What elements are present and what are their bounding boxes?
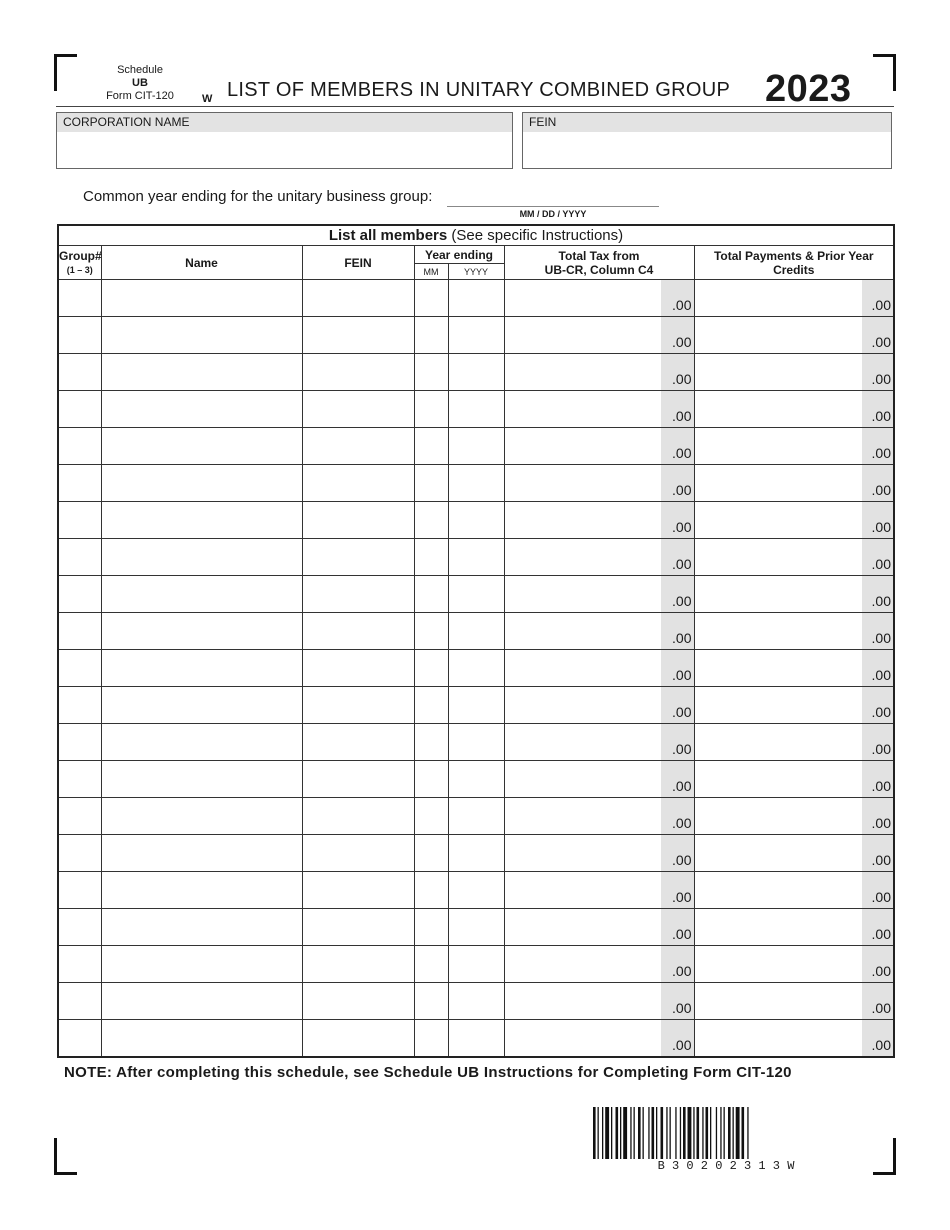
total-tax-cell[interactable]	[504, 539, 694, 576]
col-header-name: Name	[101, 246, 302, 280]
member-rows	[58, 280, 894, 1058]
total-tax-cell[interactable]	[504, 317, 694, 354]
members-table	[57, 224, 895, 1058]
cents-suffix: .00	[871, 889, 891, 905]
cents-suffix: .00	[871, 593, 891, 609]
table-row	[58, 391, 894, 428]
yyyy-cell[interactable]	[448, 1020, 504, 1058]
total-tax-cell[interactable]	[504, 909, 694, 946]
cents-suffix: .00	[871, 667, 891, 683]
total-tax-cell[interactable]	[504, 354, 694, 391]
table-row	[58, 872, 894, 909]
mm-cell[interactable]	[414, 798, 448, 835]
fein-cell[interactable]	[302, 428, 414, 465]
cents-suffix: .00	[672, 445, 692, 461]
group-cell[interactable]	[58, 872, 101, 909]
cents-suffix: .00	[672, 334, 692, 350]
yyyy-cell[interactable]	[448, 465, 504, 502]
mm-cell[interactable]	[414, 983, 448, 1020]
barcode-bar	[702, 1107, 703, 1159]
fein-cell[interactable]	[302, 835, 414, 872]
fein-field[interactable]	[522, 112, 892, 169]
total-tax-cell[interactable]	[504, 1020, 694, 1058]
table-row	[58, 687, 894, 724]
fein-cell[interactable]	[302, 909, 414, 946]
name-cell[interactable]	[101, 391, 302, 428]
payments-cell[interactable]	[694, 428, 894, 465]
name-cell[interactable]	[101, 317, 302, 354]
fein-cell[interactable]	[302, 465, 414, 502]
payments-cell[interactable]	[694, 576, 894, 613]
group-cell[interactable]	[58, 798, 101, 835]
total-tax-cell[interactable]	[504, 391, 694, 428]
payments-cell[interactable]	[694, 835, 894, 872]
col-header-yyyy: YYYY	[448, 264, 504, 280]
cents-suffix: .00	[672, 926, 692, 942]
name-cell[interactable]	[101, 539, 302, 576]
barcode-bar	[728, 1107, 731, 1159]
payments-cell[interactable]	[694, 946, 894, 983]
barcode-bar	[602, 1107, 603, 1159]
table-title-rest: (See specific Instructions)	[451, 227, 624, 244]
col-header-mm: MM	[414, 264, 448, 280]
col-group-range: (1 – 3)	[66, 264, 93, 275]
name-cell[interactable]	[101, 946, 302, 983]
mm-cell[interactable]	[414, 502, 448, 539]
barcode-text: B 3 0 2 0 2 3 1 3 W	[657, 1159, 795, 1173]
barcode-bar	[598, 1107, 599, 1159]
header-divider	[56, 106, 894, 107]
name-cell[interactable]	[101, 761, 302, 798]
payments-cell[interactable]	[694, 798, 894, 835]
group-cell[interactable]	[58, 1020, 101, 1058]
total-tax-cell[interactable]	[504, 946, 694, 983]
fein-cell[interactable]	[302, 576, 414, 613]
fein-cell[interactable]	[302, 687, 414, 724]
yyyy-cell[interactable]	[448, 613, 504, 650]
barcode-bar	[675, 1107, 676, 1159]
cents-suffix: .00	[672, 815, 692, 831]
table-title	[58, 225, 894, 246]
yyyy-cell[interactable]	[448, 280, 504, 317]
barcode-bar	[593, 1107, 596, 1159]
fein-cell[interactable]	[302, 983, 414, 1020]
name-cell[interactable]	[101, 1020, 302, 1058]
cents-suffix: .00	[672, 297, 692, 313]
cents-suffix: .00	[672, 556, 692, 572]
total-tax-cell[interactable]	[504, 613, 694, 650]
payments-cell[interactable]	[694, 1020, 894, 1058]
barcode-bar	[724, 1107, 725, 1159]
cents-suffix: .00	[871, 1037, 891, 1053]
table-row	[58, 576, 894, 613]
cents-suffix: .00	[672, 593, 692, 609]
yyyy-cell[interactable]	[448, 539, 504, 576]
group-cell[interactable]	[58, 835, 101, 872]
yyyy-cell[interactable]	[448, 761, 504, 798]
cents-suffix: .00	[672, 741, 692, 757]
barcode-bar	[620, 1107, 621, 1159]
tax-year: 2023	[765, 68, 852, 110]
group-cell[interactable]	[58, 391, 101, 428]
fein-cell[interactable]	[302, 946, 414, 983]
yyyy-cell[interactable]	[448, 576, 504, 613]
fein-cell[interactable]	[302, 613, 414, 650]
payments-cell[interactable]	[694, 539, 894, 576]
mm-cell[interactable]	[414, 835, 448, 872]
name-cell[interactable]	[101, 983, 302, 1020]
table-row	[58, 650, 894, 687]
total-tax-cell[interactable]	[504, 687, 694, 724]
total-tax-cell[interactable]	[504, 280, 694, 317]
yyyy-cell[interactable]	[448, 983, 504, 1020]
barcode-bar	[652, 1107, 655, 1159]
mm-cell[interactable]	[414, 539, 448, 576]
barcode-bar	[634, 1107, 635, 1159]
table-row	[58, 502, 894, 539]
cents-suffix: .00	[871, 741, 891, 757]
payments-cell[interactable]	[694, 280, 894, 317]
col-header-payments	[694, 246, 894, 280]
col-header-total-tax	[504, 246, 694, 280]
cents-suffix: .00	[871, 408, 891, 424]
group-cell[interactable]	[58, 539, 101, 576]
mm-cell[interactable]	[414, 465, 448, 502]
name-cell[interactable]	[101, 724, 302, 761]
table-title-bold: List all members	[328, 227, 448, 244]
barcode-bar	[611, 1107, 612, 1159]
table-row	[58, 317, 894, 354]
mm-cell[interactable]	[414, 946, 448, 983]
corner-mark-bottom-right	[873, 1138, 896, 1175]
cents-suffix: .00	[672, 408, 692, 424]
fein-cell[interactable]	[302, 280, 414, 317]
cents-suffix: .00	[871, 815, 891, 831]
fein-label: FEIN	[523, 113, 891, 132]
name-cell[interactable]	[101, 798, 302, 835]
name-cell[interactable]	[101, 872, 302, 909]
barcode-bar	[706, 1107, 709, 1159]
barcode-bar	[661, 1107, 664, 1159]
group-cell[interactable]	[58, 354, 101, 391]
barcode-bar	[733, 1107, 734, 1159]
payments-cell[interactable]	[694, 391, 894, 428]
mm-cell[interactable]	[414, 317, 448, 354]
group-cell[interactable]	[58, 983, 101, 1020]
date-format-hint: MM / DD / YYYY	[519, 209, 587, 219]
group-cell[interactable]	[58, 724, 101, 761]
payments-cell[interactable]	[694, 983, 894, 1020]
barcode-bar	[680, 1107, 681, 1159]
group-cell[interactable]	[58, 465, 101, 502]
table-row	[58, 946, 894, 983]
cents-suffix: .00	[672, 371, 692, 387]
table-row	[58, 909, 894, 946]
group-cell[interactable]	[58, 317, 101, 354]
col-header-group	[58, 246, 101, 280]
yyyy-cell[interactable]	[448, 502, 504, 539]
cents-suffix: .00	[672, 889, 692, 905]
corner-mark-top-right	[873, 54, 896, 91]
form-title: LIST OF MEMBERS IN UNITARY COMBINED GROUP	[227, 79, 731, 101]
yyyy-cell[interactable]	[448, 909, 504, 946]
yyyy-cell[interactable]	[448, 354, 504, 391]
col-header-year-ending: Year ending	[414, 246, 504, 264]
total-tax-cell[interactable]	[504, 798, 694, 835]
table-row	[58, 465, 894, 502]
corner-mark-bottom-left	[54, 1138, 77, 1175]
group-cell[interactable]	[58, 946, 101, 983]
payments-cell[interactable]	[694, 650, 894, 687]
payments-cell[interactable]	[694, 687, 894, 724]
barcode-bar	[643, 1107, 644, 1159]
barcode-bar	[716, 1107, 717, 1159]
cents-suffix: .00	[871, 297, 891, 313]
yyyy-cell[interactable]	[448, 946, 504, 983]
schedule-label-block	[100, 64, 180, 103]
mm-cell[interactable]	[414, 650, 448, 687]
barcode-bar	[666, 1107, 667, 1159]
cents-suffix: .00	[871, 963, 891, 979]
group-cell[interactable]	[58, 280, 101, 317]
total-tax-cell[interactable]	[504, 983, 694, 1020]
barcode-bar	[742, 1107, 745, 1159]
barcode-bar	[747, 1107, 748, 1159]
payments-cell[interactable]	[694, 465, 894, 502]
yyyy-cell[interactable]	[448, 687, 504, 724]
fein-cell[interactable]	[302, 354, 414, 391]
common-year-label: Common year ending for the unitary business group:	[83, 188, 433, 205]
schedule-label: Schedule	[117, 64, 163, 76]
barcode-bar	[720, 1107, 721, 1159]
name-cell[interactable]	[101, 687, 302, 724]
fein-cell[interactable]	[302, 1020, 414, 1058]
cents-suffix: .00	[672, 704, 692, 720]
group-cell[interactable]	[58, 909, 101, 946]
corporation-name-label: CORPORATION NAME	[57, 113, 512, 132]
cents-suffix: .00	[871, 445, 891, 461]
mm-cell[interactable]	[414, 687, 448, 724]
yyyy-cell[interactable]	[448, 391, 504, 428]
total-tax-cell[interactable]	[504, 872, 694, 909]
group-cell[interactable]	[58, 502, 101, 539]
w-mark: W	[202, 93, 213, 105]
barcode-bar	[630, 1107, 631, 1159]
table-row	[58, 835, 894, 872]
schedule-code: UB	[132, 77, 148, 89]
barcode-bar	[697, 1107, 700, 1159]
col-total-tax-line2: UB-CR, Column C4	[544, 262, 654, 277]
mm-cell[interactable]	[414, 428, 448, 465]
mm-cell[interactable]	[414, 354, 448, 391]
table-row	[58, 428, 894, 465]
table-row	[58, 354, 894, 391]
cents-suffix: .00	[871, 371, 891, 387]
name-cell[interactable]	[101, 613, 302, 650]
yyyy-cell[interactable]	[448, 872, 504, 909]
cents-suffix: .00	[871, 556, 891, 572]
mm-cell[interactable]	[414, 576, 448, 613]
group-cell[interactable]	[58, 650, 101, 687]
total-tax-cell[interactable]	[504, 761, 694, 798]
payments-cell[interactable]	[694, 354, 894, 391]
barcode-bar	[616, 1107, 619, 1159]
name-cell[interactable]	[101, 576, 302, 613]
barcode-bar	[605, 1107, 609, 1159]
name-cell[interactable]	[101, 502, 302, 539]
group-cell[interactable]	[58, 576, 101, 613]
barcode	[593, 1107, 859, 1162]
group-cell[interactable]	[58, 613, 101, 650]
name-cell[interactable]	[101, 835, 302, 872]
fein-cell[interactable]	[302, 872, 414, 909]
mm-cell[interactable]	[414, 1020, 448, 1058]
fein-cell[interactable]	[302, 724, 414, 761]
yyyy-cell[interactable]	[448, 835, 504, 872]
mm-cell[interactable]	[414, 280, 448, 317]
table-row	[58, 280, 894, 317]
cents-suffix: .00	[672, 1037, 692, 1053]
corner-mark-top-left	[54, 54, 77, 91]
cents-suffix: .00	[871, 482, 891, 498]
barcode-bar	[670, 1107, 671, 1159]
yyyy-cell[interactable]	[448, 650, 504, 687]
cents-suffix: .00	[672, 482, 692, 498]
payments-cell[interactable]	[694, 872, 894, 909]
group-cell[interactable]	[58, 428, 101, 465]
payments-cell[interactable]	[694, 761, 894, 798]
mm-cell[interactable]	[414, 391, 448, 428]
table-row	[58, 1020, 894, 1058]
table-row	[58, 761, 894, 798]
name-cell[interactable]	[101, 280, 302, 317]
table-row	[58, 983, 894, 1020]
name-cell[interactable]	[101, 909, 302, 946]
form-code: Form CIT-120	[106, 90, 174, 102]
fein-cell[interactable]	[302, 317, 414, 354]
name-cell[interactable]	[101, 428, 302, 465]
mm-cell[interactable]	[414, 613, 448, 650]
payments-cell[interactable]	[694, 502, 894, 539]
fein-cell[interactable]	[302, 761, 414, 798]
cents-suffix: .00	[871, 852, 891, 868]
fein-cell[interactable]	[302, 539, 414, 576]
barcode-bar	[648, 1107, 649, 1159]
cents-suffix: .00	[672, 852, 692, 868]
cents-suffix: .00	[871, 334, 891, 350]
total-tax-cell[interactable]	[504, 576, 694, 613]
mm-cell[interactable]	[414, 909, 448, 946]
table-row	[58, 539, 894, 576]
fein-cell[interactable]	[302, 502, 414, 539]
fein-cell[interactable]	[302, 798, 414, 835]
col-payments-line2: Credits	[773, 262, 815, 277]
cents-suffix: .00	[672, 630, 692, 646]
barcode-bar	[688, 1107, 692, 1159]
total-tax-cell[interactable]	[504, 650, 694, 687]
col-header-fein: FEIN	[302, 246, 414, 280]
total-tax-cell[interactable]	[504, 835, 694, 872]
yyyy-cell[interactable]	[448, 798, 504, 835]
cents-suffix: .00	[672, 519, 692, 535]
cents-suffix: .00	[871, 778, 891, 794]
mm-cell[interactable]	[414, 724, 448, 761]
fein-cell[interactable]	[302, 650, 414, 687]
cents-suffix: .00	[871, 704, 891, 720]
yyyy-cell[interactable]	[448, 428, 504, 465]
cents-suffix: .00	[871, 630, 891, 646]
completion-note: NOTE: After completing this schedule, see Schedule UB Instructions for Completing Form CIT-120	[64, 1064, 792, 1081]
barcode-bar	[638, 1107, 641, 1159]
barcode-bar	[736, 1107, 740, 1159]
payments-cell[interactable]	[694, 317, 894, 354]
cents-suffix: .00	[672, 778, 692, 794]
col-group-label: Group#	[59, 248, 102, 263]
barcode-bar	[683, 1107, 686, 1159]
yyyy-cell[interactable]	[448, 317, 504, 354]
common-year-input[interactable]	[447, 206, 659, 207]
yyyy-cell[interactable]	[448, 724, 504, 761]
barcode-bar	[710, 1107, 711, 1159]
barcode-bar	[623, 1107, 627, 1159]
name-cell[interactable]	[101, 465, 302, 502]
total-tax-cell[interactable]	[504, 502, 694, 539]
fein-cell[interactable]	[302, 391, 414, 428]
table-row	[58, 798, 894, 835]
cents-suffix: .00	[871, 519, 891, 535]
cents-suffix: .00	[672, 1000, 692, 1016]
table-row	[58, 724, 894, 761]
group-cell[interactable]	[58, 761, 101, 798]
cents-suffix: .00	[672, 667, 692, 683]
col-total-tax-line1: Total Tax from	[558, 248, 640, 263]
mm-cell[interactable]	[414, 872, 448, 909]
barcode-bar	[693, 1107, 694, 1159]
total-tax-cell[interactable]	[504, 465, 694, 502]
name-cell[interactable]	[101, 650, 302, 687]
payments-cell[interactable]	[694, 613, 894, 650]
barcode-bar	[656, 1107, 657, 1159]
name-cell[interactable]	[101, 354, 302, 391]
cents-suffix: .00	[871, 926, 891, 942]
corporation-name-field[interactable]	[56, 112, 513, 169]
mm-cell[interactable]	[414, 761, 448, 798]
col-payments-line1: Total Payments & Prior Year	[713, 248, 874, 263]
payments-cell[interactable]	[694, 724, 894, 761]
cents-suffix: .00	[672, 963, 692, 979]
table-row	[58, 613, 894, 650]
total-tax-cell[interactable]	[504, 428, 694, 465]
payments-cell[interactable]	[694, 909, 894, 946]
cents-suffix: .00	[871, 1000, 891, 1016]
group-cell[interactable]	[58, 687, 101, 724]
total-tax-cell[interactable]	[504, 724, 694, 761]
